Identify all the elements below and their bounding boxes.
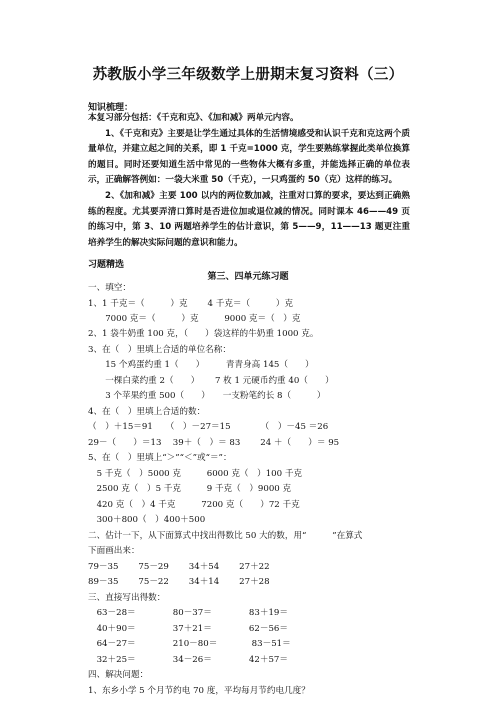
- exercise-line: （ ）＋15＝91 （ ）－27＝15 （ ）－45 ＝26: [88, 422, 329, 432]
- exercise-line: 3 个苹果约重 500（ ） 一支粉笔约长 8（ ）: [88, 391, 326, 401]
- exercises-subtitle: 第三、四单元练习题: [207, 272, 289, 282]
- knowledge-line: 2、《加和减》主要 100 以内的两位数加减，注重对口算的要求，要达到正确熟练的程度。尤其要弄清口算时是否进位加或退位减的情况。同时课本 46——49 页的练习中，第 3、10 两题培养学生的估计意识，第 5——9，11——13 题更注重培养学生的解决实际问题的意识和能力。: [88, 190, 410, 248]
- exercise-line: 1、东乡小学 5 个月节约电 70 度，平均每月节约电几度？: [88, 686, 310, 696]
- exercise-line: 2、1 袋牛奶重 100 克，（ ）袋这样的牛奶重 1000 克。: [88, 329, 319, 339]
- exercise-line: 二、估计一下，从下面算式中找出得数比 50 大的数，用“ ”在算式: [88, 531, 363, 541]
- document-title: 苏教版小学三年级数学上册期末复习资料（三）: [92, 67, 404, 83]
- exercise-line: 29－（ ）＝13 39＋（ ）＝ 83 24 ＋（ ）＝ 95: [88, 438, 340, 448]
- exercise-line: 下面画出来：: [88, 546, 140, 556]
- exercise-line: 420 克（ ）4 千克 7200 克（ ）72 千克: [88, 500, 300, 510]
- exercise-line: 40＋90＝ 37＋21＝ 62－56＝: [88, 624, 288, 634]
- exercise-line: 一、填空：: [88, 283, 131, 293]
- exercise-line: 三、直接写出得数：: [88, 593, 166, 603]
- exercise-line: 89－35 75－22 34＋14 27＋28: [88, 577, 270, 587]
- exercises-heading: 习题精选: [88, 260, 125, 270]
- exercise-line: 四、解决问题：: [88, 670, 149, 680]
- exercise-line: 1、1 千克＝（ ）克 4 千克＝（ ）克: [88, 299, 294, 309]
- exercise-line: 79－35 75－29 34＋54 27＋22: [88, 562, 270, 572]
- exercise-line: 4、在（ ）里填上合适的数：: [88, 407, 206, 417]
- knowledge-line: 1、《千克和克》主要是让学生通过具体的生活情境感受和认识千克和克这两个质量单位，并建立起之间的关系，即 1 千克=1000 克，学生要熟练掌握此类单位换算的题目。同时还要知道生活中常见的一些物体大概有多重，并能选择正确的单位表示，正确解答例如：一袋大米重 50（千克），一只鸡蛋约 50（克）这样的练习。: [88, 128, 410, 186]
- knowledge-body: [88, 111, 410, 251]
- exercise-line: 一棵白菜约重 2（ ） 7 枚 1 元硬币约重 40（ ）: [88, 376, 334, 386]
- knowledge-line: 本复习部分包括：《千克和克》、《加和减》两单元内容。: [88, 113, 299, 123]
- knowledge-heading: 知识梳理：: [88, 103, 134, 113]
- exercise-line: 5、在（ ）里填上“＞”“＜”或“＝”：: [88, 453, 232, 463]
- exercise-line: 64－27＝ 210－80＝ 83－51＝: [88, 639, 291, 649]
- exercise-line: 300＋800（ ）400＋500: [88, 515, 206, 525]
- exercise-line: 7000 克＝（ ）克 9000 克＝（ ）克: [88, 314, 301, 324]
- exercise-line: 5 千克（ ）5000 克 6000 克（ ）100 千克: [88, 469, 303, 479]
- exercise-line: 3、在（ ）里填上合适的单位名称：: [88, 345, 231, 355]
- exercise-line: 15 个鸡蛋约重 1（ ） 青青身高 145（ ）: [88, 360, 314, 370]
- exercise-line: 32＋25＝ 34－26＝ 42＋57＝: [88, 655, 288, 665]
- exercise-line: 2500 克（ ）5 千克 9 千克（ ）9000 克: [88, 484, 292, 494]
- exercise-line: 63－28＝ 80－37＝ 83＋19＝: [88, 608, 288, 618]
